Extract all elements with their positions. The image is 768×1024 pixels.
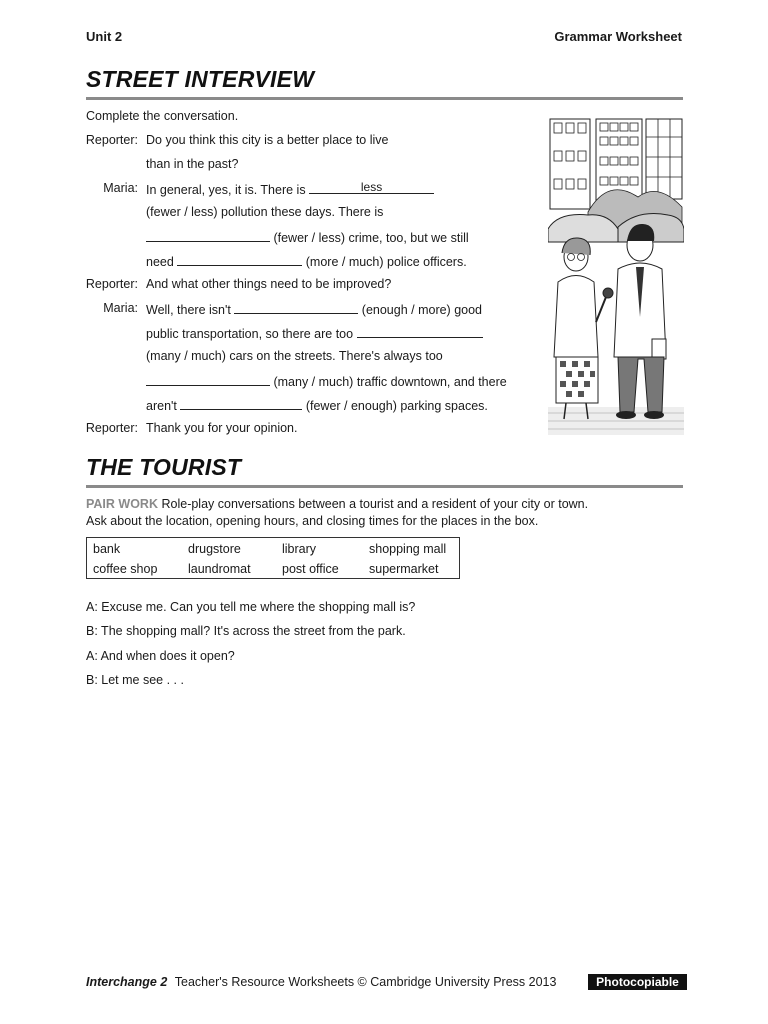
answer-blank[interactable] — [177, 253, 302, 266]
conversation-line — [146, 397, 488, 414]
conversation-line: (fewer / less) pollution these days. There is — [146, 205, 384, 219]
answer-blank[interactable] — [146, 229, 270, 242]
place-item: drugstore — [188, 541, 241, 556]
conversation-line — [146, 301, 482, 318]
places-box — [86, 537, 460, 579]
unit-label: Unit 2 — [86, 29, 123, 44]
speaker-label: Reporter: — [85, 421, 138, 435]
conversation-line: And what other things need to be improved? — [146, 277, 392, 291]
footer-credit — [86, 975, 556, 989]
line-text: aren't — [146, 399, 181, 413]
answer-blank[interactable] — [180, 397, 302, 410]
answer-blank[interactable] — [357, 325, 483, 338]
line-text: need — [146, 255, 178, 269]
section-title-the-tourist: THE TOURIST — [86, 454, 242, 480]
conversation-line — [146, 373, 507, 390]
speaker-label: Maria: — [103, 301, 138, 315]
line-text: (more / much) police officers. — [302, 255, 467, 269]
footer-text: Teacher's Resource Worksheets © Cambridge University Press 2013 — [174, 975, 557, 989]
place-item: coffee shop — [93, 561, 158, 576]
place-item: supermarket — [369, 561, 439, 576]
instruction-text: Ask about the location, opening hours, and closing times for the places in the box. — [86, 514, 539, 528]
worksheet-type: Grammar Worksheet — [554, 29, 682, 44]
street-interview-illustration — [548, 117, 684, 435]
place-item: bank — [93, 541, 121, 556]
line-text: (fewer / enough) parking spaces. — [302, 399, 488, 413]
section-divider — [86, 485, 683, 488]
conversation-line: Thank you for your opinion. — [146, 421, 298, 435]
conversation-line — [146, 229, 469, 246]
line-text: Well, there isn't — [146, 303, 235, 317]
dialogue-line: B: Let me see . . . — [86, 673, 184, 687]
place-item: library — [282, 541, 317, 556]
places-row — [87, 538, 460, 559]
speaker-label: Reporter: — [85, 277, 138, 291]
speaker-label: Maria: — [103, 181, 138, 195]
speaker-label: Reporter: — [85, 133, 138, 147]
line-text: (enough / more) good — [358, 303, 483, 317]
answer-blank[interactable] — [309, 181, 434, 194]
section-title-street-interview: STREET INTERVIEW — [86, 66, 315, 92]
dialogue-line: A: And when does it open? — [86, 649, 235, 663]
answer-blank[interactable] — [146, 373, 270, 386]
instruction-text: Role-play conversations between a tourist and a resident of your city or town. — [161, 497, 589, 511]
conversation-line — [146, 253, 467, 270]
place-item: laundromat — [188, 561, 251, 576]
answer-text: less — [360, 180, 383, 194]
place-item: shopping mall — [369, 541, 447, 556]
section-divider — [86, 97, 683, 100]
conversation-line: (many / much) cars on the streets. There's always too — [146, 349, 443, 363]
conversation-line: than in the past? — [146, 157, 239, 171]
footer-brand: Interchange 2 — [86, 975, 168, 989]
instruction: Complete the conversation. — [86, 109, 239, 123]
conversation-line — [146, 181, 434, 198]
answer-blank[interactable] — [234, 301, 358, 314]
dialogue-line: A: Excuse me. Can you tell me where the shopping mall is? — [86, 600, 416, 614]
line-text: (many / much) traffic downtown, and there — [270, 375, 507, 389]
dialogue-line: B: The shopping mall? It's across the street from the park. — [86, 624, 406, 638]
line-text: (fewer / less) crime, too, but we still — [270, 231, 469, 245]
photocopiable-badge: Photocopiable — [588, 974, 687, 990]
line-text: public transportation, so there are too — [146, 327, 357, 341]
place-item: post office — [282, 561, 339, 576]
conversation-line — [146, 325, 483, 342]
conversation-line: Do you think this city is a better place to live — [146, 133, 389, 147]
pair-work-label: PAIR WORK — [86, 497, 158, 511]
pair-work-instruction — [86, 497, 588, 512]
places-row — [87, 558, 460, 579]
line-text: In general, yes, it is. There is — [146, 183, 310, 197]
